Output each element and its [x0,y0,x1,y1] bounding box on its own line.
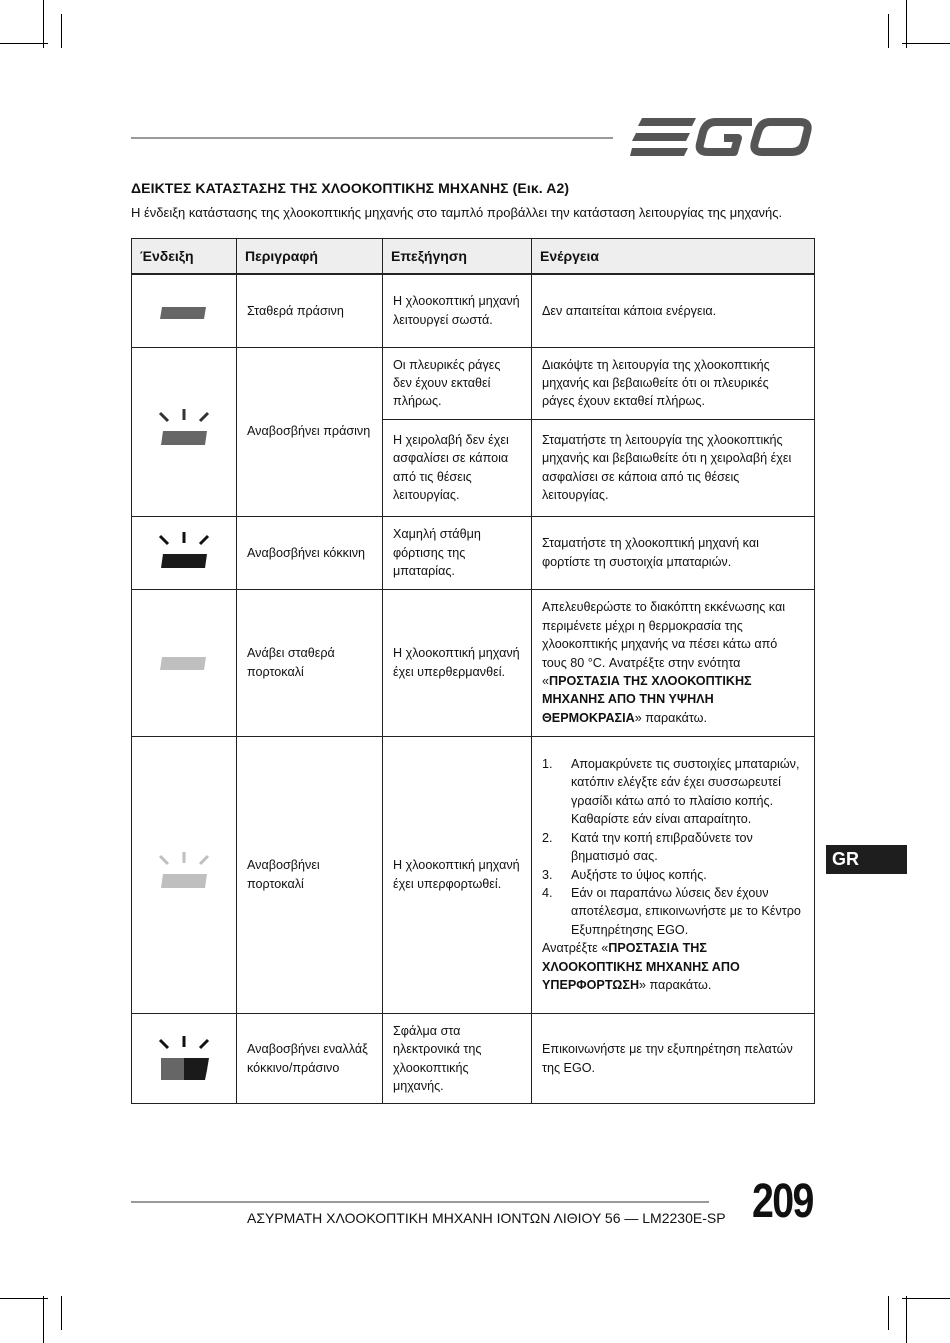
action-text: Απελευθερώστε το διακόπτη εκκένωσης και περιμένετε μέχρι η θερμοκρασία της χλοοκοπτικής μηχανής να πέσει κάτω από τους 80 °C. Ανατρέξτε στην ενότητα « [542,600,786,688]
section-title: ΔΕΙΚΤΕΣ ΚΑΤΑΣΤΑΣΗΣ ΤΗΣ ΧΛΟΟΚΟΠΤΙΚΗΣ ΜΗΧΑΝΗΣ (Εικ. Α2) [131,180,570,196]
description-cell: Ανάβει σταθερά πορτοκαλί [237,589,383,736]
explanation-cell: Η χλοοκοπτική μηχανή λειτουργεί σωστά. [383,274,532,347]
action-reference [542,939,804,994]
step-text: Εάν οι παραπάνω λύσεις δεν έχουν αποτέλεσμα, επικοινωνήστε με το Κέντρο Εξυπηρέτησης EGO. [571,885,801,937]
step-number: 2. [542,830,553,845]
crop-mark [61,14,62,48]
action-section-ref: ΠΡΟΣΤΑΣΙΑ ΤΗΣ ΧΛΟΟΚΟΠΤΙΚΗΣ ΜΗΧΑΝΗΣ ΑΠΟ ΤΗΝ ΥΨΗΛΗ ΘΕΡΜΟΚΡΑΣΙΑ [542,673,752,725]
action-section-ref: ΠΡΟΣΤΑΣΙΑ ΤΗΣ ΧΛΟΟΚΟΠΤΙΚΗΣ ΜΗΧΑΝΗΣ ΑΠΟ ΥΠΕΡΦΟΡΤΩΣΗ [542,941,740,992]
action-text: Ανατρέξτε « [542,941,609,956]
crop-mark [888,1296,889,1330]
table-row [132,1013,815,1104]
indicator-cell [132,589,237,736]
status-table [131,238,815,1104]
steady-indicator-icon [154,291,214,331]
crop-mark [43,0,44,48]
header-rule [131,137,613,139]
description-cell: Αναβοσβήνει κόκκινη [237,516,383,589]
explanation-cell: Χαμηλή στάθμη φόρτισης της μπαταρίας. [383,516,532,589]
action-cell: Επικοινωνήστε με την εξυπηρέτηση πελατών της EGO. [532,1013,815,1104]
language-tab: GR [826,845,907,874]
step-text: Απομακρύνετε τις συστοιχίες μπαταριών, κατόπιν ελέγξτε εάν έχει συσσωρευτεί γρασίδι κάτω από το πλαίσιο κοπής. Καθαρίστε εάν είναι απαραίτητο. [571,757,800,827]
action-cell: Σταματήστε τη λειτουργία της χλοοκοπτικής μηχανής και βεβαιωθείτε ότι η χειρολαβή έχει ασφαλίσει σε κάποια από τις θέσεις λειτουργίας. [532,419,815,516]
description-cell: Σταθερά πράσινη [237,274,383,347]
list-item [542,884,804,939]
explanation-cell: Σφάλμα στα ηλεκτρονικά της χλοοκοπτικής μηχανής. [383,1013,532,1104]
crop-mark [0,43,48,44]
footer-text: ΑΣΥΡΜΑΤΗ ΧΛΟΟΚΟΠΤΙΚΗ ΜΗΧΑΝΗ ΙΟΝΤΩΝ ΛΙΘΙΟΥ 56 — LM2230E-SP [247,1210,726,1226]
crop-mark [0,1298,48,1299]
ego-logo [630,116,813,160]
crop-mark [43,1296,44,1343]
flashing-split-indicator-icon [154,1032,214,1086]
header-indicator: Ένδειξη [132,239,237,275]
flashing-indicator-icon [154,407,214,457]
indicator-cell [132,274,237,347]
description-cell: Αναβοσβήνει πορτοκαλί [237,736,383,1013]
crop-mark [888,14,889,48]
flashing-indicator-icon [154,850,214,900]
explanation-cell: Οι πλευρικές ράγες δεν έχουν εκταθεί πλήρως. [383,347,532,419]
flashing-indicator-icon [154,528,214,578]
action-text: » παρακάτω. [634,710,707,725]
action-text: » παρακάτω. [639,977,712,992]
list-item [542,829,804,866]
list-item [542,755,804,829]
table-row [132,736,815,1013]
explanation-cell: Η χειρολαβή δεν έχει ασφαλίσει σε κάποια από τις θέσεις λειτουργίας. [383,419,532,516]
step-text: Αυξήστε το ύψος κοπής. [571,867,707,882]
action-cell: Διακόψτε τη λειτουργία της χλοοκοπτικής μηχανής και βεβαιωθείτε ότι οι πλευρικές ράγες έχουν εκταθεί πλήρως. [532,347,815,419]
crop-mark [906,1296,907,1343]
list-item [542,866,804,884]
step-number: 1. [542,757,553,772]
table-row [132,516,815,589]
indicator-cell [132,736,237,1013]
crop-mark [902,1298,950,1299]
table-row [132,589,815,736]
step-text: Κατά την κοπή επιβραδύνετε τον βηματισμό σας. [571,830,753,864]
step-number: 4. [542,885,553,900]
section-intro: Η ένδειξη κατάστασης της χλοοκοπτικής μηχανής στο ταμπλό προβάλλει την κατάσταση λειτουργίας της μηχανής. [131,205,783,220]
header-action: Ενέργεια [532,239,815,275]
table-row [132,274,815,347]
crop-mark [61,1296,62,1330]
description-cell: Αναβοσβήνει εναλλάξ κόκκινο/πράσινο [237,1013,383,1104]
page-number: 209 [752,1175,813,1228]
action-steps-list [542,755,804,939]
table-header-row [132,239,815,275]
explanation-cell: Η χλοοκοπτική μηχανή έχει υπερθερμανθεί. [383,589,532,736]
table-row [132,347,815,419]
crop-mark [902,43,950,44]
explanation-cell: Η χλοοκοπτική μηχανή έχει υπερφορτωθεί. [383,736,532,1013]
header-description: Περιγραφή [237,239,383,275]
footer-rule [131,1201,709,1203]
steady-indicator-icon [154,643,214,683]
indicator-cell [132,1013,237,1104]
step-number: 3. [542,867,553,882]
action-cell: Σταματήστε τη χλοοκοπτική μηχανή και φορτίστε τη συστοιχία μπαταριών. [532,516,815,589]
indicator-cell [132,347,237,516]
logo-letter-e [630,118,696,156]
indicator-cell [132,516,237,589]
action-cell [532,736,815,1013]
header-explanation: Επεξήγηση [383,239,532,275]
logo-letter-g [700,122,752,152]
action-cell [532,589,815,736]
description-cell: Αναβοσβήνει πράσινη [237,347,383,516]
crop-mark [906,0,907,48]
action-cell: Δεν απαιτείται κάποια ενέργεια. [532,274,815,347]
logo-letter-o [754,122,807,152]
